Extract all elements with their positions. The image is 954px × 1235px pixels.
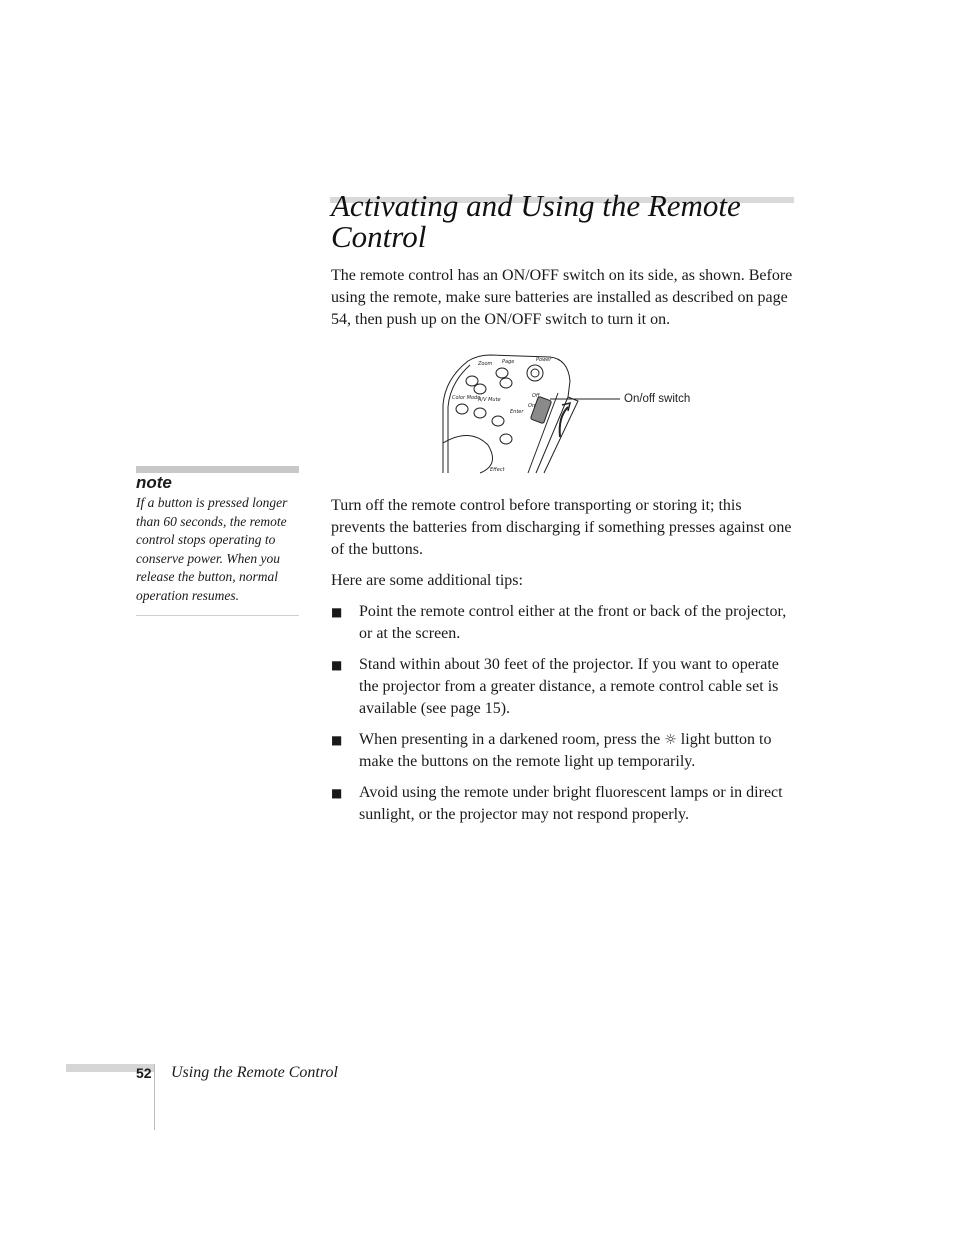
tip-text: Avoid using the remote under bright fluorescent lamps or in direct sunlight, or the projector may not respond properly. bbox=[359, 784, 783, 823]
figure-callout: On/off switch bbox=[624, 393, 691, 405]
page-number: 52 bbox=[136, 1065, 152, 1081]
label-switch-on: On bbox=[528, 403, 536, 409]
remote-control-figure bbox=[440, 353, 710, 475]
tip-text-after: light button to make the buttons on the remote light up temporarily. bbox=[359, 731, 772, 770]
list-item bbox=[331, 601, 796, 645]
note-rule bbox=[136, 615, 299, 616]
tips-intro: Here are some additional tips: bbox=[331, 572, 523, 589]
bullet-icon: ■ bbox=[331, 733, 343, 747]
light-icon: ☼ bbox=[664, 732, 677, 748]
note-text: If a button is pressed longer than 60 seconds, the remote control stops operating to conserve power. When you release the button, normal operation resumes. bbox=[136, 495, 288, 603]
label-zoom: Zoom bbox=[478, 361, 493, 367]
bullet-icon: ■ bbox=[331, 658, 343, 672]
bullet-icon: ■ bbox=[331, 786, 343, 800]
label-switch-off: Off bbox=[532, 393, 540, 399]
list-item bbox=[331, 782, 796, 826]
list-item bbox=[331, 654, 796, 720]
note-heading: note bbox=[136, 473, 172, 492]
label-enter: Enter bbox=[510, 409, 524, 415]
label-power: Power bbox=[536, 357, 552, 363]
tips-list bbox=[331, 601, 796, 835]
page-title: Activating and Using the Remote Control bbox=[331, 188, 741, 254]
label-effect: Effect bbox=[490, 467, 505, 473]
intro-paragraph: The remote control has an ON/OFF switch on its side, as shown. Before using the remote, make sure batteries are installed as described on page 54, then push up on the ON/OFF switch to turn it on. bbox=[331, 267, 793, 328]
label-page: Page bbox=[502, 359, 515, 365]
remote-control-illustration bbox=[440, 353, 710, 475]
bullet-icon: ■ bbox=[331, 605, 343, 619]
label-color-mode: Color Mode bbox=[452, 395, 481, 401]
footer-divider bbox=[154, 1064, 155, 1130]
footer-chapter-title: Using the Remote Control bbox=[171, 1064, 338, 1081]
label-av-mute: A/V Mute bbox=[478, 397, 501, 403]
turn-off-paragraph: Turn off the remote control before transporting or storing it; this prevents the batteries from discharging if something presses against one of the buttons. bbox=[331, 497, 792, 558]
tip-text: Point the remote control either at the front or back of the projector, or at the screen. bbox=[359, 603, 787, 642]
tip-text: Stand within about 30 feet of the projector. If you want to operate the projector from a greater distance, a remote control cable set is available (see page 15). bbox=[359, 656, 779, 717]
tip-text-before: When presenting in a darkened room, press the bbox=[359, 731, 665, 748]
list-item bbox=[331, 729, 796, 773]
